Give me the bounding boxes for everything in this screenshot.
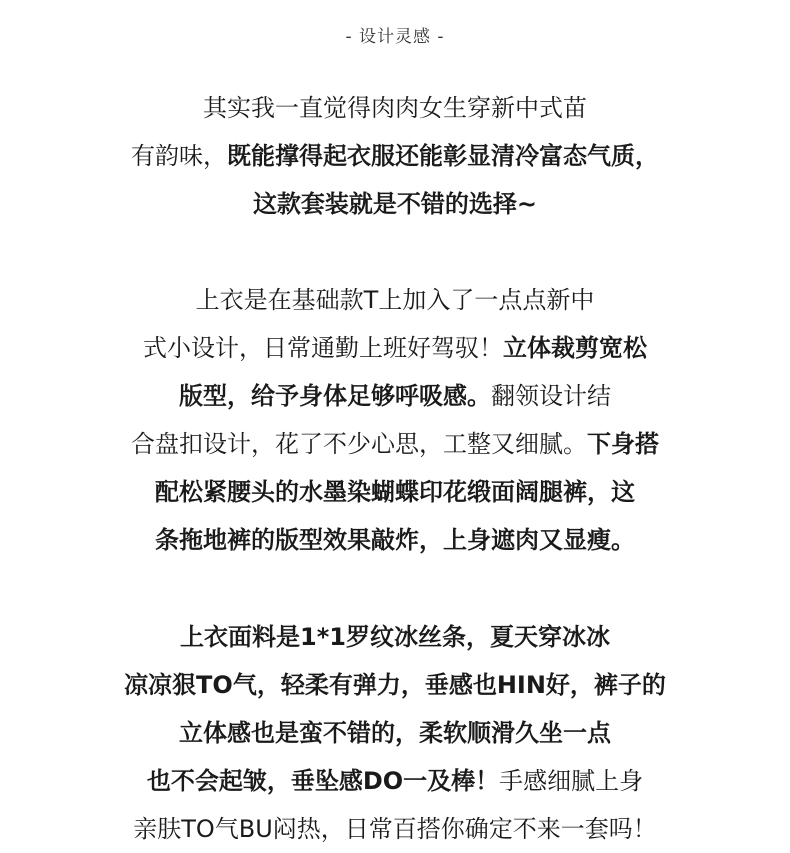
bold-text-segment: 下身搭 <box>587 430 659 458</box>
bold-text-segment: 立体感也是蛮不错的，柔软顺滑久坐一点 <box>179 719 611 747</box>
text-line <box>0 661 790 709</box>
paragraph-fabric <box>0 613 790 853</box>
text-segment: 合盘扣设计，花了不少心思，工整又细腻。 <box>131 430 587 458</box>
text-line <box>0 132 790 180</box>
bold-text-segment: 配松紧腰头的水墨染蝴蝶印花缎面阔腿裤，这 <box>155 478 635 506</box>
paragraph-design-details <box>0 276 790 564</box>
text-line <box>0 757 790 805</box>
bold-text-segment: 上衣面料是1*1罗纹冰丝条，夏天穿冰冰 <box>180 623 610 651</box>
bold-text-segment: 条拖地裤的版型效果敲炸，上身遮肉又显瘦。 <box>155 526 635 554</box>
bold-text-segment: 凉凉狠TO气，轻柔有弹力，垂感也HIN好，裤子的 <box>124 671 666 699</box>
bold-text-segment: 立体裁剪宽松 <box>503 334 647 362</box>
bold-text-segment: 既能撑得起衣服还能彰显清冷富态气质， <box>227 142 659 170</box>
text-line <box>0 516 790 564</box>
text-segment: 上衣是在基础款T上加入了一点点新中 <box>195 286 595 314</box>
bold-text-segment: 这款套装就是不错的选择~ <box>252 190 538 218</box>
text-line <box>0 276 790 324</box>
text-segment: 亲肤TO气BU闷热，日常百搭你确定不来一套吗！ <box>133 815 657 843</box>
text-line <box>0 613 790 661</box>
text-line <box>0 180 790 228</box>
text-line <box>0 420 790 468</box>
paragraph-intro <box>0 84 790 228</box>
text-line <box>0 805 790 853</box>
bold-text-segment: 版型，给予身体足够呼吸感。 <box>179 382 491 410</box>
text-line <box>0 372 790 420</box>
text-segment: 其实我一直觉得肉肉女生穿新中式苗 <box>203 94 587 122</box>
text-segment: 有韵味， <box>131 142 227 170</box>
text-segment: 式小设计，日常通勤上班好驾驭！ <box>143 334 503 362</box>
text-line <box>0 84 790 132</box>
text-line <box>0 324 790 372</box>
bold-text-segment: 也不会起皱，垂坠感DO一及棒！ <box>146 767 500 795</box>
text-segment: 翻领设计结 <box>491 382 611 410</box>
text-line <box>0 468 790 516</box>
text-segment: 手感细腻上身 <box>499 767 644 795</box>
section-title: - 设计灵感 - <box>345 27 445 47</box>
text-line <box>0 709 790 757</box>
